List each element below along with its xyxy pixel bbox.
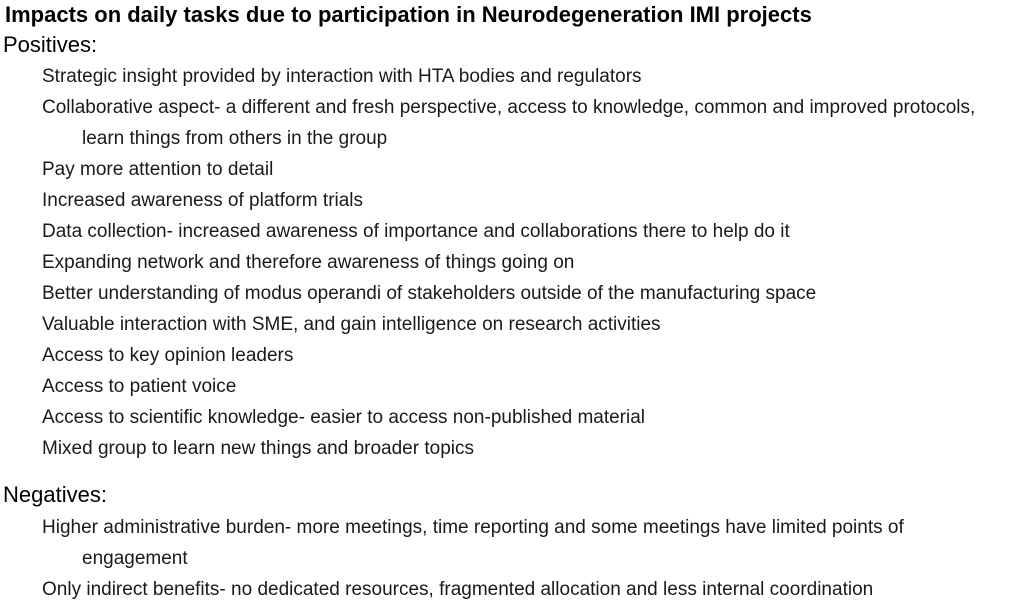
negatives-list [42, 512, 1010, 605]
list-item: Access to scientific knowledge- easier to access non-published material [42, 407, 646, 428]
list-item: Expanding network and therefore awareness of things going on [42, 252, 575, 273]
list-item: Access to key opinion leaders [42, 345, 294, 366]
list-item: Better understanding of modus operandi of stakeholders outside of the manufacturing space [42, 283, 817, 304]
list-item: Increased awareness of platform trials [42, 190, 364, 211]
list-item: Valuable interaction with SME, and gain intelligence on research activities [42, 314, 661, 335]
list-item: Strategic insight provided by interaction with HTA bodies and regulators [42, 66, 642, 87]
negatives-heading: Negatives: [3, 482, 107, 507]
positives-list [42, 61, 1010, 464]
list-item: Mixed group to learn new things and broader topics [42, 438, 474, 459]
slide-title: Impacts on daily tasks due to participation in Neurodegeneration IMI projects [5, 2, 812, 27]
list-item: Collaborative aspect- a different and fresh perspective, access to knowledge, common and improved protocols, learn things from others in the group [42, 97, 976, 149]
list-item: Pay more attention to detail [42, 159, 274, 180]
list-item: Access to patient voice [42, 376, 237, 397]
list-item: Higher administrative burden- more meetings, time reporting and some meetings have limited points of engagement [42, 517, 904, 569]
list-item: Data collection- increased awareness of importance and collaborations there to help do it [42, 221, 790, 242]
positives-heading: Positives: [3, 32, 98, 57]
list-item: Only indirect benefits- no dedicated resources, fragmented allocation and less internal coordination [42, 579, 874, 600]
